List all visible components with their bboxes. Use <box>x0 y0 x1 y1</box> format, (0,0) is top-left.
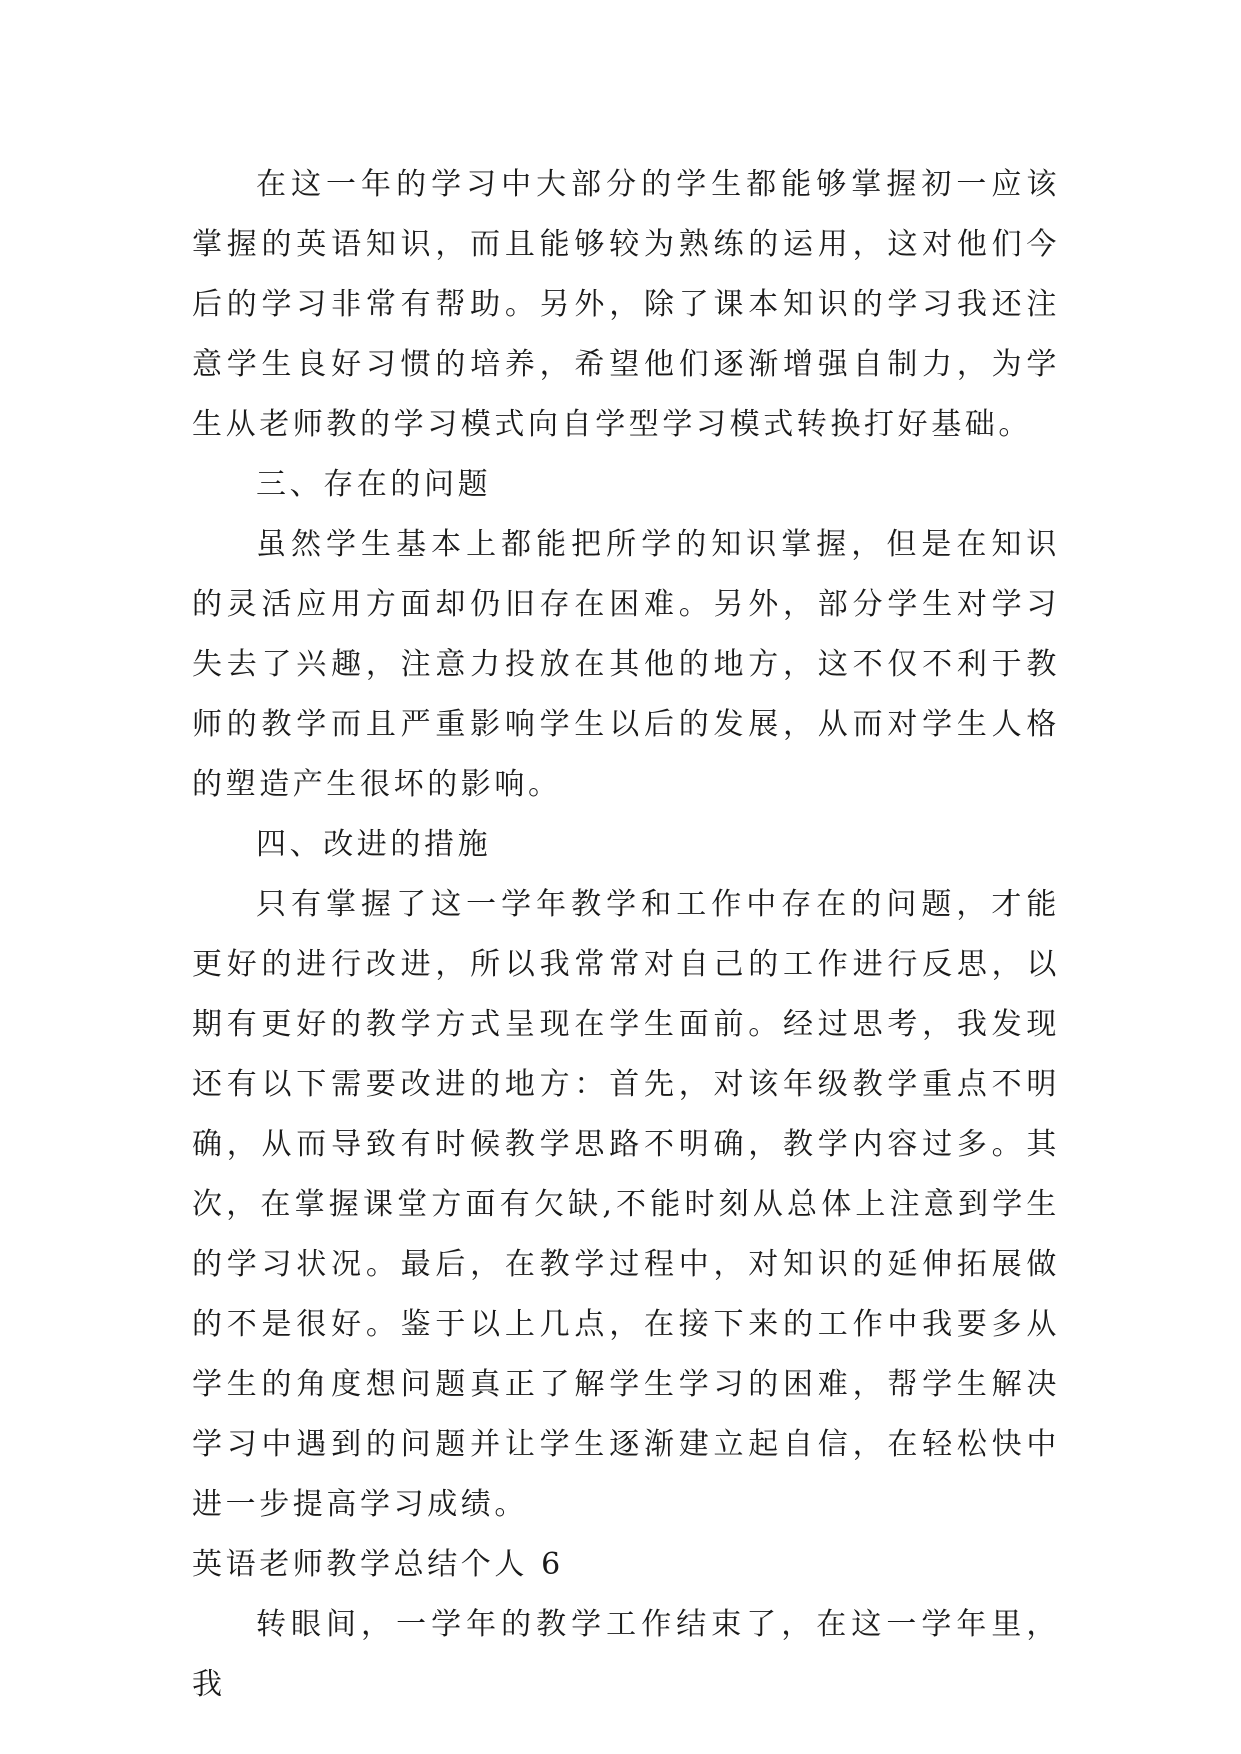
heading-existing-problems: 三、存在的问题 <box>256 467 492 502</box>
document-body <box>192 155 1060 1715</box>
section-title: 英语老师教学总结个人 6 <box>192 1547 564 1582</box>
paragraph-improvements: 只有掌握了这一学年教学和工作中存在的问题，才能更好的进行改进，所以我常常对自己的工作进行反思，以期有更好的教学方式呈现在学生面前。经过思考，我发现还有以下需要改进的地方：首先，对该年级教学重点不明确，从而导致有时候教学思路不明确，教学内容过多。其次，在掌握课堂方面有欠缺,不能时刻从总体上注意到学生的学习状况。最后，在教学过程中，对知识的延伸拓展做的不是很好。鉴于以上几点，在接下来的工作中我要多从学生的角度想问题真正了解学生学习的困难，帮学生解决学习中遇到的问题并让学生逐渐建立起自信，在轻松快中进一步提高学习成绩。 <box>192 887 1060 1522</box>
paragraph-learning-summary: 在这一年的学习中大部分的学生都能够掌握初一应该掌握的英语知识，而且能够较为熟练的运用，这对他们今后的学习非常有帮助。另外，除了课本知识的学习我还注意学生良好习惯的培养，希望他们逐渐增强自制力，为学生从老师教的学习模式向自学型学习模式转换打好基础。 <box>192 167 1060 442</box>
heading-improvement-measures: 四、改进的措施 <box>256 827 492 862</box>
paragraph-problems: 虽然学生基本上都能把所学的知识掌握，但是在知识的灵活应用方面却仍旧存在困难。另外，部分学生对学习失去了兴趣，注意力投放在其他的地方，这不仅不利于教师的教学而且严重影响学生以后的发展，从而对学生人格的塑造产生很坏的影响。 <box>192 527 1060 802</box>
paragraph-new-section-start: 转眼间，一学年的教学工作结束了，在这一学年里，我 <box>192 1607 1060 1702</box>
